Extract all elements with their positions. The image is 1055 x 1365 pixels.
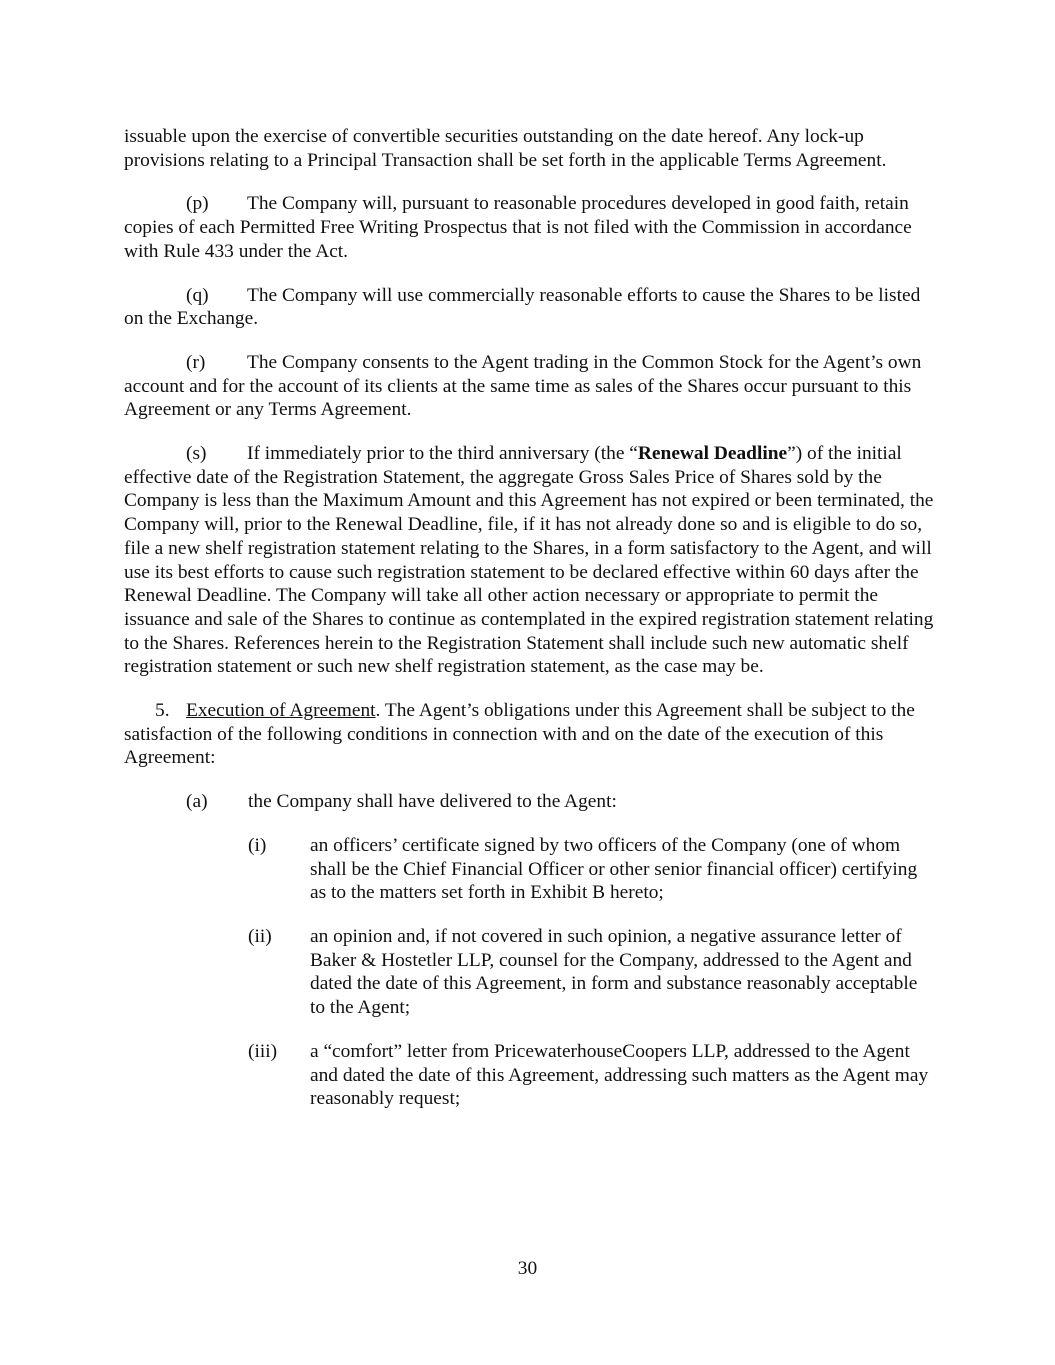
paragraph-s: [124, 442, 936, 679]
subsection-label: (a): [186, 791, 208, 813]
roman-text: an officers’ certificate signed by two officers of the Company (one of whom shall be the Chief Financial Officer or other senior financial officer) certifying as to the matters set forth in Exhibit B hereto;: [310, 834, 918, 904]
paragraph-q: [124, 284, 936, 331]
paragraph-text-before: If immediately prior to the third anniversary (the “: [247, 443, 638, 465]
roman-label: (iii): [248, 1040, 278, 1062]
intro-text: issuable upon the exercise of convertible securities outstanding on the date hereof. Any lock-up provisions relating to a Principal Transaction shall be set forth in the applicable Terms Agreement.: [124, 126, 887, 171]
paragraph-label: (p): [186, 193, 209, 215]
paragraph-text: The Company will use commercially reasonable efforts to cause the Shares to be listed on the Exchange.: [124, 284, 921, 330]
roman-label: (i): [248, 834, 267, 856]
roman-item-ii: [124, 925, 936, 1020]
roman-text: an opinion and, if not covered in such opinion, a negative assurance letter of Baker & Hostetler LLP, counsel for the Company, addressed to the Agent and dated the date of this Agreement, in form and substance reasonably acceptable to the Agent;: [310, 925, 918, 1019]
document-page: [124, 125, 936, 1131]
subsection-a: [124, 790, 936, 814]
paragraph-p: [124, 192, 936, 263]
paragraph-text: The Company will, pursuant to reasonable procedures developed in good faith, retain copies of each Permitted Free Writing Prospectus that is not filed with the Commission in accordance with Rule 433 under the Act.: [124, 193, 912, 262]
paragraph-text: The Company consents to the Agent trading in the Common Stock for the Agent’s own account and for the account of its clients at the same time as sales of the Shares occur pursuant to this Agreement or any Terms Agreement.: [124, 351, 922, 421]
page-number: 30: [517, 1258, 538, 1279]
section-5: [124, 699, 936, 770]
roman-text: a “comfort” letter from PricewaterhouseCoopers LLP, addressed to the Agent and dated the date of this Agreement, addressing such matters as the Agent may reasonably request;: [310, 1040, 929, 1110]
section-text: . The Agent’s obligations under this Agreement shall be subject to the satisfaction of the following conditions in connection with and on the date of the execution of this Agreement:: [124, 700, 915, 769]
paragraph-text-after: ”) of the initial effective date of the Registration Statement, the aggregate Gross Sales Price of Shares sold by the Company is less than the Maximum Amount and this Agreement has not expired or been terminated, the Company will, prior to the Renewal Deadline, file, if it has not already done so and is eligible to do so, file a new shelf registration statement relating to the Shares, in a form satisfactory to the Agent, and will use its best efforts to cause such registration statement to be declared effective within 60 days after the Renewal Deadline. The Company will take all other action necessary or appropriate to permit the issuance and sale of the Shares to continue as contemplated in the expired registration statement relating to the Shares. References herein to the Registration Statement shall include such new automatic shelf registration statement or such new shelf registration statement, as the case may be.: [124, 443, 934, 678]
paragraph-label: (s): [186, 443, 207, 465]
paragraph-label: (q): [186, 284, 209, 306]
paragraph-r: [124, 351, 936, 422]
intro-paragraph: [124, 125, 936, 172]
defined-term-renewal-deadline: Renewal Deadline: [637, 443, 788, 465]
roman-label: (ii): [248, 925, 272, 947]
subsection-text: the Company shall have delivered to the Agent:: [248, 791, 617, 813]
section-title: Execution of Agreement: [186, 700, 376, 722]
paragraph-label: (r): [186, 351, 206, 373]
roman-item-iii: [124, 1040, 936, 1111]
roman-item-i: [124, 834, 936, 905]
section-number: 5.: [155, 700, 170, 722]
